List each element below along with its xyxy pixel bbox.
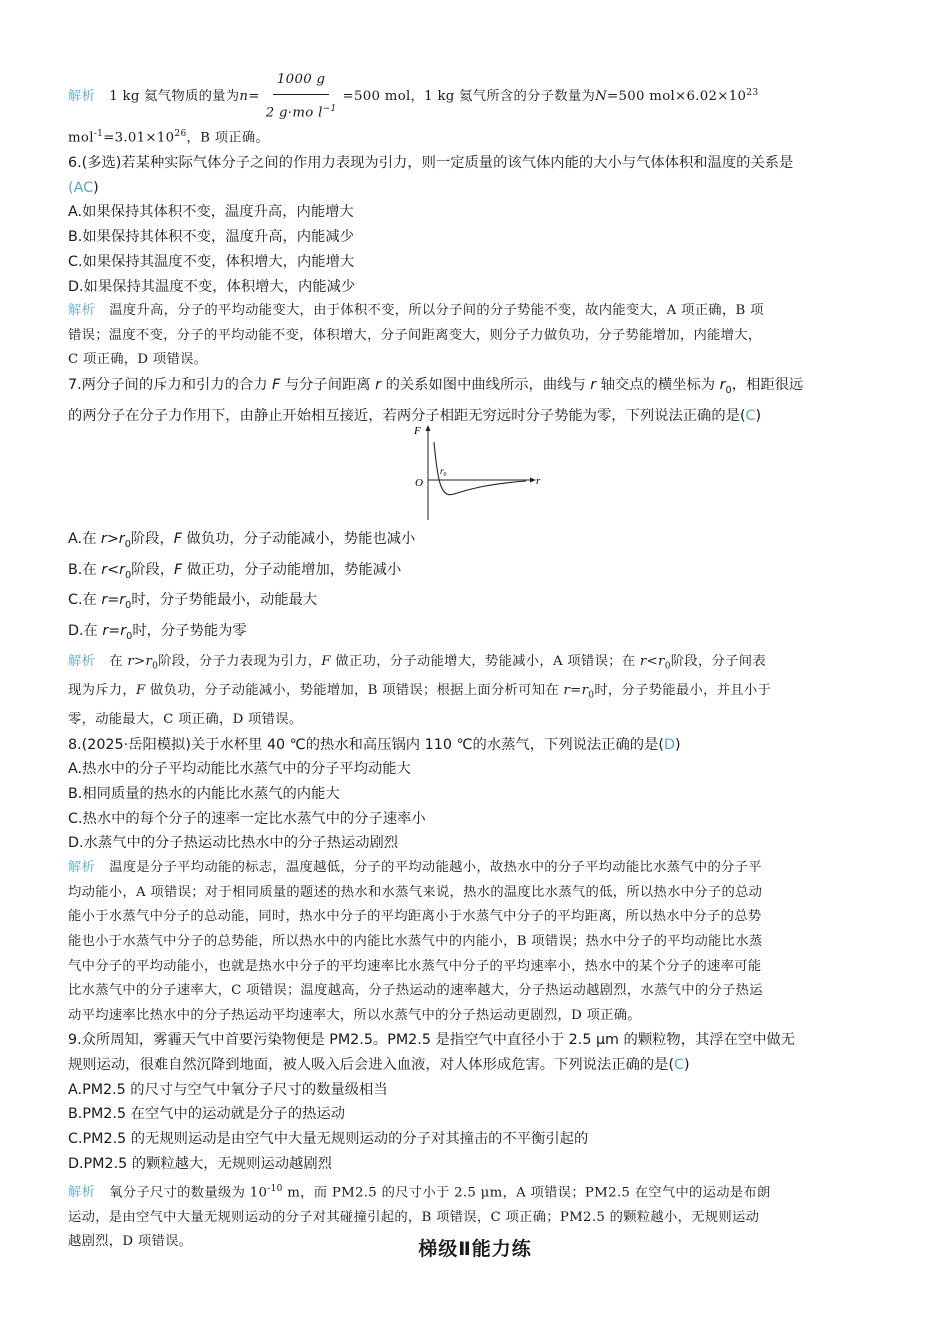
answer: AC bbox=[73, 179, 94, 196]
text: 规则运动，很难自然沉降到地面，被人吸入后会进入血液，对人体形成危害。下列说法正确的是 bbox=[68, 1057, 669, 1073]
q8-option-a: A.热水中的分子平均动能比水蒸气中的分子平均动能大 bbox=[68, 761, 411, 778]
r-axis-label: r bbox=[536, 475, 541, 487]
text: =500 mol，1 kg 氦气所含的分子数量为 bbox=[342, 88, 596, 104]
q6-analysis-line3: C 项正确，D 项错误。 bbox=[68, 352, 208, 368]
text: 做负功，分子动能减小，势能也减小 bbox=[182, 531, 416, 548]
var-r0: r bbox=[118, 531, 125, 548]
q9-option-b: B.PM2.5 在空气中的运动就是分子的热运动 bbox=[68, 1106, 346, 1123]
q8-analysis-line6: 比水蒸气中的分子速率大，C 项错误；温度越高，分子热运动的速率越大，分子热运动越剧烈，水蒸气中的分子热运 bbox=[68, 983, 763, 999]
text: 做负功，分子动能减小，势能增加，B 项错误；根据上面分析可知在 bbox=[145, 682, 564, 698]
text: 6.(多选)若某种实际气体分子之间的作用力表现为引力，则一定质量的该气体内能的大小与气体体积和温度的关系是 bbox=[68, 155, 794, 172]
q8-analysis-line2: 均动能小，A 项错误；对于相同质量的题述的热水和水蒸气来说，热水的温度比水蒸气的低，所以热水中分子的总动 bbox=[68, 884, 763, 900]
var-r0: r bbox=[658, 653, 665, 669]
var-F: F bbox=[173, 531, 182, 548]
q7-analysis-line1: 解析 在 $r>r_0$阶段，分子力表现为引力，F 做正功，分子动能增大，势能减小，A 项错误；在 $r<r_0$阶段，分子间表 bbox=[68, 653, 766, 672]
text: 时，分子势能最小，并且小于 bbox=[594, 682, 772, 698]
q8-option-c: C.热水中的每个分子的速率一定比水蒸气中的分子速率小 bbox=[68, 810, 426, 827]
q5-analysis-line2 bbox=[68, 122, 884, 151]
text: =3.01×10 bbox=[103, 130, 175, 146]
q9-stem-line1: 9.众所周知，雾霾天气中首要污染物便是 PM2.5。PM2.5 是指空气中直径小于 2.5 μm 的颗粒物，其浮在空中做无 bbox=[68, 1032, 796, 1049]
q7-option-a bbox=[68, 527, 884, 558]
q6-analysis-line2: 错误；温度不变，分子的平均动能不变，体积增大，分子间距离变大，则分子力做负功，分子势能增加，内能增大， bbox=[68, 327, 762, 343]
text: 阶段， bbox=[130, 531, 174, 548]
text: 时，分子势能最小，动能最大 bbox=[131, 592, 318, 609]
text: ，B 项正确。 bbox=[186, 130, 270, 146]
fraction-denominator bbox=[262, 95, 341, 126]
analysis-tag: 解析 bbox=[68, 860, 96, 876]
text: C.在 bbox=[68, 592, 102, 609]
text: = bbox=[107, 592, 120, 609]
f-axis-label: F bbox=[414, 425, 421, 437]
exponent: 23 bbox=[746, 87, 759, 98]
var-n: n bbox=[239, 88, 249, 104]
answer-bracket: ( bbox=[668, 1057, 675, 1073]
answer-bracket: ) bbox=[684, 1057, 690, 1073]
answer-bracket: ) bbox=[675, 736, 681, 753]
subscript: 0 bbox=[664, 661, 671, 672]
text: 现为斥力， bbox=[68, 682, 136, 698]
subscript: 0 bbox=[152, 661, 159, 672]
q8-option-b: B.相同质量的热水的内能比水蒸气的内能大 bbox=[68, 786, 340, 803]
q9-analysis-line2: 运动，是由空气中大量无规则运动的分子对其碰撞引起的，B 项错误，C 项正确；PM2.5 的颗粒越小，无规则运动 bbox=[68, 1209, 760, 1225]
exponent: -1 bbox=[93, 129, 104, 139]
var-r: r bbox=[100, 531, 107, 548]
q9-stem-line2 bbox=[68, 1053, 884, 1078]
var-r: r bbox=[102, 622, 109, 639]
text: 在 bbox=[109, 653, 128, 669]
exponent: -10 bbox=[267, 1183, 283, 1194]
q7-option-d bbox=[68, 619, 884, 650]
var-r0: r bbox=[581, 682, 589, 698]
answer: D bbox=[663, 736, 675, 753]
section-title: 梯级Ⅱ能力练 bbox=[418, 1238, 532, 1260]
var-r0: r bbox=[719, 377, 726, 394]
text: =500 mol×6.02×10 bbox=[607, 88, 747, 104]
q8-analysis-line4: 能也小于水蒸气中分子的总势能，所以热水中的内能比水蒸气中的内能小，B 项错误；热水中分子的平均动能比水蒸 bbox=[68, 933, 763, 949]
var-F: F bbox=[272, 377, 281, 394]
text: 阶段，分子间表 bbox=[670, 653, 766, 669]
subscript: 0 bbox=[124, 569, 132, 581]
var-r: r bbox=[590, 377, 597, 394]
var-r: r bbox=[563, 682, 571, 698]
text: m，而 PM2.5 的尺寸小于 2.5 μm，A 项错误；PM2.5 在空气中的运动是布朗 bbox=[282, 1184, 771, 1200]
text: A.在 bbox=[68, 531, 101, 548]
text: = bbox=[248, 88, 260, 104]
text: 的两分子在分子力作用下，由静止开始相互接近，若两分子相距无穷远时分子势能为零，下列说法正确的是 bbox=[68, 407, 740, 424]
text: 温度升高，分子的平均动能变大，由于体积不变，所以分子间的分子势能不变，故内能变大，A 项正确，B 项 bbox=[109, 303, 764, 319]
answer-bracket: ) bbox=[755, 407, 762, 424]
q9-option-a: A.PM2.5 的尺寸与空气中氧分子尺寸的数量级相当 bbox=[68, 1081, 388, 1098]
fraction-numerator: 1000 g bbox=[273, 68, 329, 96]
origin-label: O bbox=[415, 477, 423, 489]
q6-option-c: C.如果保持其温度不变，体积增大，内能增大 bbox=[68, 253, 355, 270]
var-r: r bbox=[127, 653, 134, 669]
q6-option-d: D.如果保持其温度不变，体积增大，内能减少 bbox=[68, 278, 356, 295]
q7-option-b bbox=[68, 558, 884, 589]
f-axis-arrow bbox=[426, 425, 431, 431]
q9-option-d: D.PM2.5 的颗粒越大，无规则运动越剧烈 bbox=[68, 1155, 332, 1172]
q6-analysis-line1 bbox=[68, 299, 884, 324]
exponent: −1 bbox=[322, 104, 337, 115]
subscript: 0 bbox=[125, 600, 132, 612]
var-F: F bbox=[321, 653, 331, 669]
text: < bbox=[107, 561, 120, 578]
text: 时，分子势能为零 bbox=[132, 622, 247, 639]
q8-analysis-line3: 能小于水蒸气中分子的总动能，同时，热水中分子的平均距离小于水蒸气中分子的平均距离，所以热水中分子的总势 bbox=[68, 909, 762, 925]
text: 与分子间距离 bbox=[280, 377, 376, 394]
q7-analysis-line3: 零，动能最大，C 项正确，D 项错误。 bbox=[68, 712, 303, 728]
text: 做正功，分子动能增大，势能减小，A 项错误；在 bbox=[330, 653, 640, 669]
q8-analysis-line7: 动平均速率比热水中的分子热运动平均速率大，所以水蒸气中的分子热运动更剧烈，D 项正确。 bbox=[68, 1007, 641, 1023]
answer-bracket: ( bbox=[68, 179, 74, 196]
answer: C bbox=[745, 407, 756, 424]
exponent: 26 bbox=[174, 129, 187, 139]
q6-option-b: B.如果保持其体积不变，温度升高，内能减少 bbox=[68, 229, 354, 246]
text: 阶段， bbox=[131, 561, 175, 578]
answer-bracket: ) bbox=[93, 179, 99, 196]
text: 氧分子尺寸的数量级为 10 bbox=[109, 1184, 268, 1200]
q6-answer bbox=[68, 176, 884, 201]
text: 做正功，分子动能增加，势能减小 bbox=[182, 561, 402, 578]
analysis-tag: 解析 bbox=[68, 1184, 96, 1200]
q7-analysis-line2: 现为斥力，F 做负功，分子动能减小，势能增加，B 项错误；根据上面分析可知在 $r=r_0$时，分子势能最小，并且小于 bbox=[68, 682, 772, 701]
subscript: 0 bbox=[126, 630, 133, 642]
q7-option-c bbox=[68, 588, 884, 619]
var-r: r bbox=[101, 561, 108, 578]
page-content bbox=[68, 71, 884, 1255]
text: 2 g·mo l bbox=[265, 105, 323, 121]
subscript: 0 bbox=[124, 539, 131, 551]
text: 1 kg 氦气物质的量为 bbox=[109, 88, 240, 104]
var-r0: r bbox=[119, 592, 126, 609]
fraction bbox=[262, 68, 341, 127]
q8-option-d: D.水蒸气中的分子热运动比热水中的分子热运动剧烈 bbox=[68, 835, 399, 852]
text: = bbox=[108, 622, 121, 639]
text: 7.两分子间的斥力和引力的合力 bbox=[68, 377, 273, 394]
text: 轴交点的横坐标为 bbox=[596, 377, 720, 394]
analysis-tag: 解析 bbox=[68, 303, 96, 319]
q9-option-c: C.PM2.5 的无规则运动是由空气中大量无规则运动的分子对其撞击的不平衡引起的 bbox=[68, 1131, 589, 1148]
analysis-tag: 解析 bbox=[68, 88, 96, 104]
text: mol bbox=[68, 130, 94, 146]
q7-stem-line1 bbox=[68, 373, 884, 404]
var-r: r bbox=[101, 592, 108, 609]
force-curve bbox=[434, 442, 526, 495]
text: > bbox=[106, 531, 119, 548]
text: D.在 bbox=[68, 622, 103, 639]
answer-bracket: ( bbox=[739, 407, 746, 424]
text: 8.(2025·岳阳模拟)关于水杯里 40 ℃的热水和高压锅内 110 ℃的水蒸气，下列说法正确的是 bbox=[68, 736, 659, 753]
q9-analysis-line3: 越剧烈，D 项错误。 bbox=[68, 1234, 193, 1250]
text: 温度是分子平均动能的标志，温度越低，分子的平均动能越小，故热水中的分子平均动能比水蒸气中的分子平 bbox=[109, 860, 762, 876]
q6-option-a: A.如果保持其体积不变，温度升高，内能增大 bbox=[68, 204, 354, 221]
var-r0: r bbox=[120, 622, 127, 639]
answer: C bbox=[674, 1057, 685, 1073]
var-r: r bbox=[375, 377, 382, 394]
var-r: r bbox=[639, 653, 647, 669]
var-N: N bbox=[595, 88, 608, 104]
var-F: F bbox=[174, 561, 183, 578]
r0-label: $r_0$ bbox=[440, 466, 447, 478]
answer-bracket: ( bbox=[658, 736, 664, 753]
q6-stem bbox=[68, 151, 884, 176]
var-r0: r bbox=[145, 653, 153, 669]
force-distance-figure bbox=[406, 424, 546, 522]
analysis-tag: 解析 bbox=[68, 653, 96, 669]
text: ，相距很远 bbox=[731, 377, 804, 394]
var-r0: r bbox=[119, 561, 125, 578]
var-F: F bbox=[135, 682, 146, 698]
q8-stem bbox=[68, 733, 884, 758]
q8-analysis-line5: 气中分子的平均动能小，也就是热水中分子的平均速率比水蒸气中分子的平均速率小，热水中的某个分子的速率可能 bbox=[68, 958, 762, 974]
text: 的关系如图中曲线所示，曲线与 bbox=[381, 377, 591, 394]
subscript: 0 bbox=[588, 690, 595, 701]
subscript: 0 bbox=[725, 384, 732, 396]
q8-analysis-line1 bbox=[68, 856, 884, 881]
q9-analysis-line1 bbox=[68, 1177, 884, 1206]
text: B.在 bbox=[68, 561, 102, 578]
text: 阶段，分子力表现为引力， bbox=[158, 653, 322, 669]
q5-analysis-line1 bbox=[68, 72, 884, 122]
